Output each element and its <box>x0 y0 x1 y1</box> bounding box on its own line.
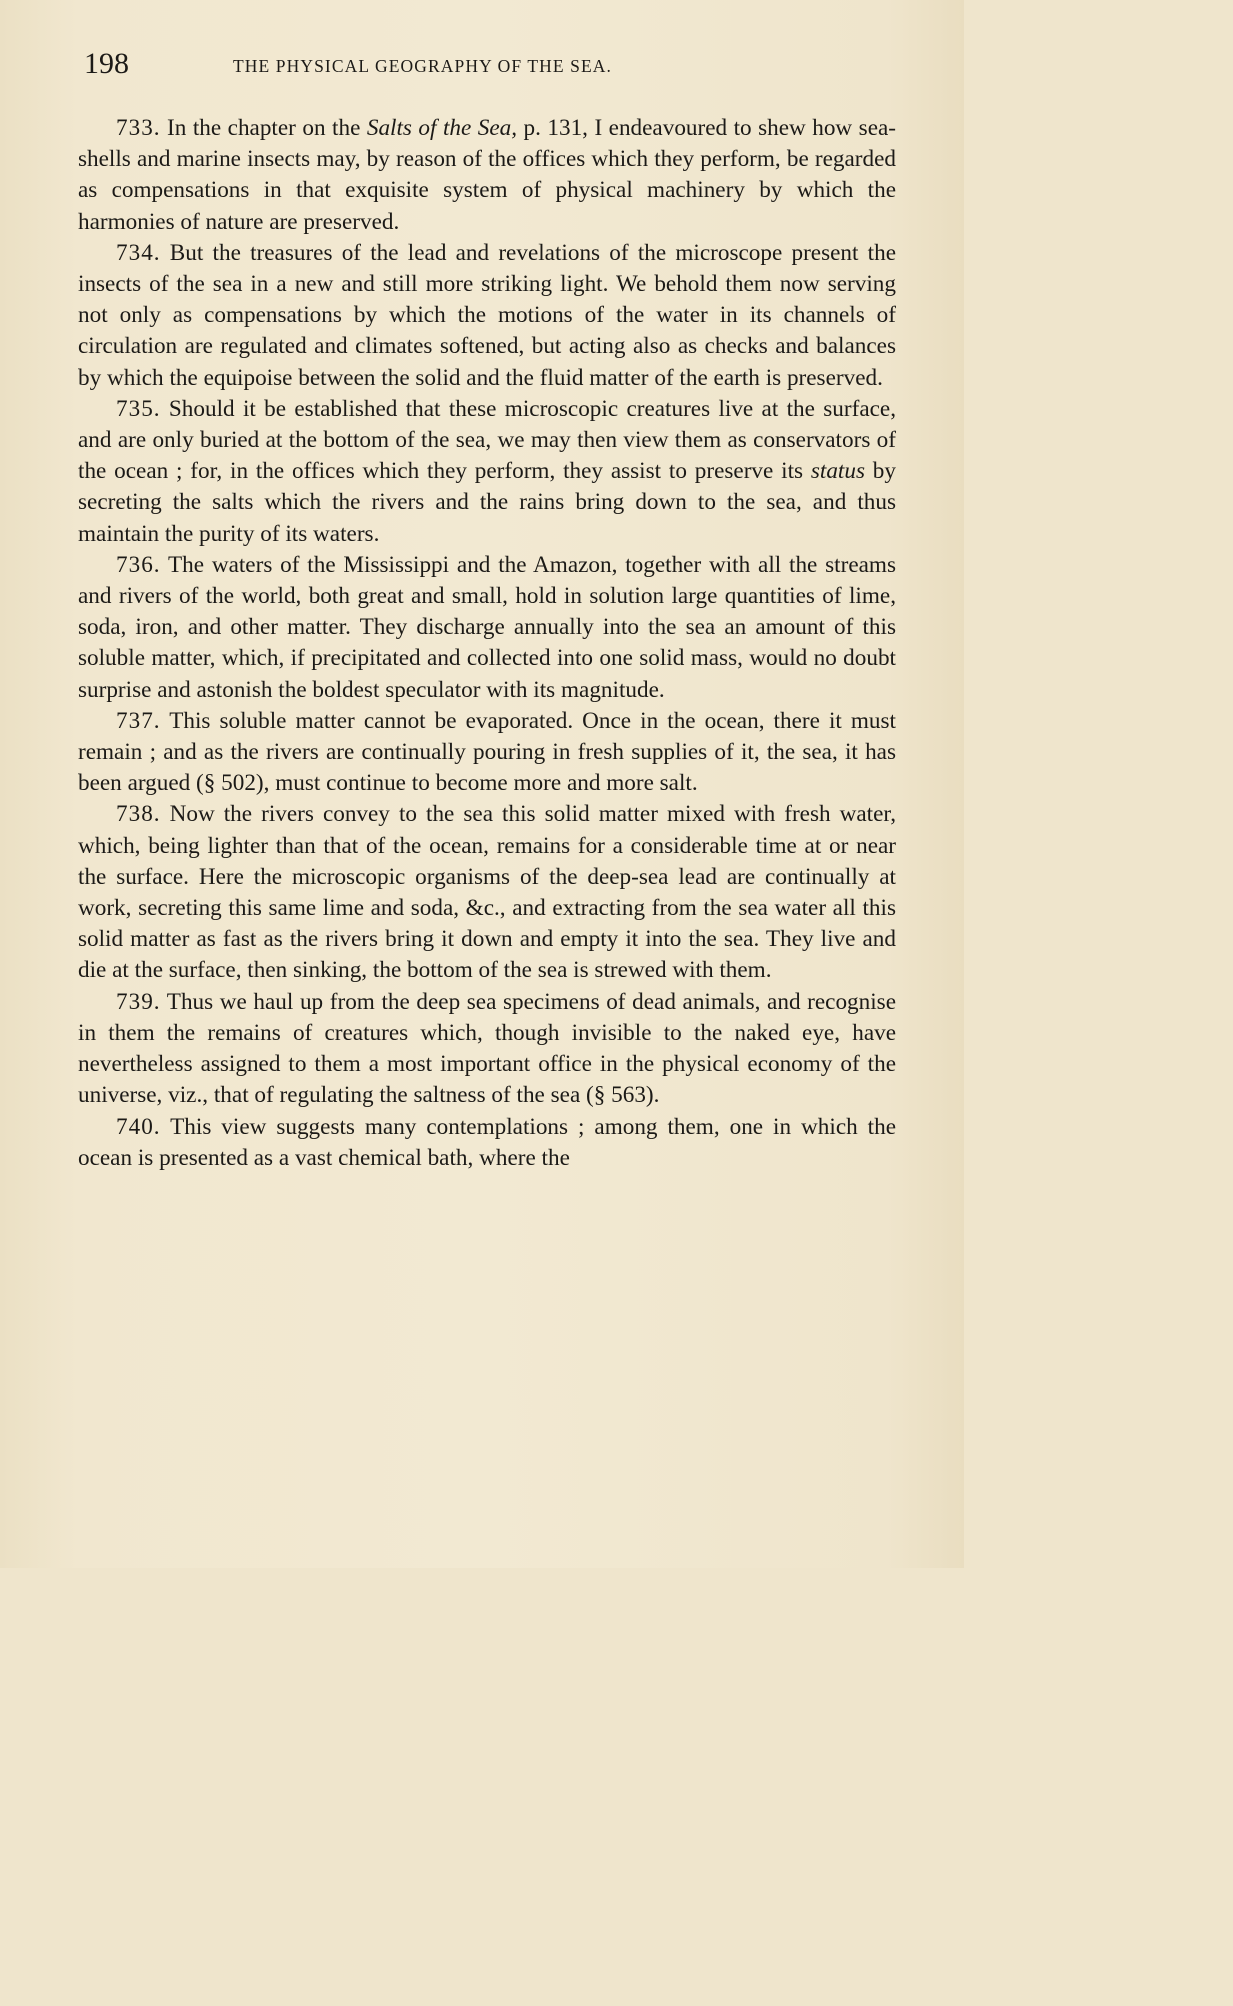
paragraph-number: 739. <box>116 988 161 1015</box>
paragraph-text: This soluble matter cannot be evaporated. Once in the ocean, there it must remain ; and as the rivers are continually pouring in fresh supplies of it, the sea, it has been argued (§ 502), must continue to become more and more salt. <box>78 707 896 797</box>
paragraph-text: But the treasures of the lead and revelations of the microscope present the insects of the sea in a new and still more striking light. We behold them now serving not only as compensations by which the motions of the water in its channels of circulation are regulated and climates softened, but acting also as checks and balances by which the equipoise between the solid and the fluid matter of the earth is preserved. <box>78 239 896 391</box>
italic-title: Salts of the Sea, <box>366 115 518 141</box>
paragraph-737 <box>78 706 896 800</box>
paragraph-text: by secreting the salts which the rivers and the rains bring down to the sea, and thus maintain the purity of its waters. <box>78 458 896 547</box>
paragraph-text: Should it be established that these microscopic creatures live at the surface, and are only buried at the bottom of the sea, we may then view them as conservators of the ocean ; for, in the offices which they perform, they assist to preserve its <box>78 395 896 485</box>
running-head: THE PHYSICAL GEOGRAPHY OF THE SEA. <box>233 56 612 76</box>
page-header <box>84 46 894 82</box>
paragraph-739 <box>78 987 896 1112</box>
paragraph-number: 740. <box>116 1113 161 1140</box>
paragraph-text: Thus we haul up from the deep sea specimens of dead animals, and recognise in them the remains of creatures which, though invisible to the naked eye, have nevertheless assigned to them a most important office in the physical economy of the universe, viz., that of regulating the saltness of the sea (§ 563). <box>78 988 896 1109</box>
paragraph-text: In the chapter on the <box>160 115 367 141</box>
page-number: 198 <box>84 47 129 80</box>
paragraph-number: 737. <box>116 707 161 734</box>
paragraph-number: 736. <box>116 551 161 578</box>
paragraph-text: p. 131, I endeavoured to shew how sea-shells and marine insects may, by reason of the offices which they perform, be regarded as compensations in that exquisite system of physical machinery by which the harmonies of nature are preserved. <box>78 115 896 235</box>
paragraph-number: 733. <box>116 115 161 141</box>
paragraph-number: 734. <box>116 239 161 266</box>
paragraph-text: This view suggests many contemplations ; among them, one in which the ocean is presented as a vast chemical bath, where the <box>78 1113 896 1171</box>
paragraph-735 <box>78 394 896 550</box>
paragraph-740 <box>78 1112 896 1174</box>
body-text <box>78 113 896 1174</box>
paragraph-734 <box>78 238 896 394</box>
paragraph-736 <box>78 550 896 706</box>
paragraph-number: 738. <box>116 801 161 828</box>
italic-word: status <box>810 458 865 485</box>
paragraph-738 <box>78 799 896 986</box>
paragraph-text: The waters of the Mississippi and the Amazon, together with all the streams and rivers of the world, both great and small, hold in solution large quantities of lime, soda, iron, and other matter. They discharge annually into the sea an amount of this soluble matter, which, if precipitated and collected into one solid mass, would no doubt surprise and astonish the boldest speculator with its magnitude. <box>78 551 896 703</box>
paragraph-text: Now the rivers convey to the sea this solid matter mixed with fresh water, which, being lighter than that of the ocean, remains for a considerable time at or near the surface. Here the microscopic organisms of the deep-sea lead are continually at work, secreting this same lime and soda, &c., and extracting from the sea water all this solid matter as fast as the rivers bring it down and empty it into the sea. They live and die at the surface, then sinking, the bottom of the sea is strewed with them. <box>78 801 896 984</box>
paragraph-number: 735. <box>116 395 161 422</box>
paragraph-733 <box>78 113 896 238</box>
